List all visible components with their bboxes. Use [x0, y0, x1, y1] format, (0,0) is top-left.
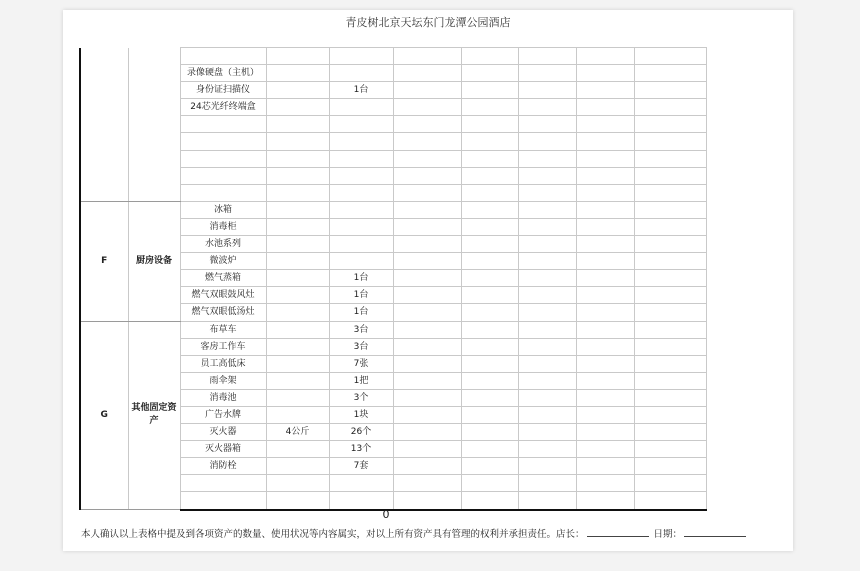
empty-cell [393, 253, 461, 270]
empty-cell [461, 65, 518, 82]
empty-cell [518, 116, 576, 133]
empty-cell [518, 99, 576, 116]
empty-cell [576, 270, 634, 287]
item-quantity [329, 236, 393, 253]
item-name [180, 492, 266, 510]
item-quantity: 7套 [329, 458, 393, 475]
empty-cell [393, 424, 461, 441]
empty-cell [461, 389, 518, 406]
asset-table [79, 47, 707, 511]
empty-cell [518, 150, 576, 167]
item-name: 广告水牌 [180, 406, 266, 423]
empty-cell [393, 201, 461, 218]
empty-cell [576, 338, 634, 355]
empty-cell [518, 253, 576, 270]
item-name [180, 48, 266, 65]
item-name: 燃气双眼低汤灶 [180, 304, 266, 321]
empty-cell [634, 48, 706, 65]
empty-cell [461, 167, 518, 184]
empty-cell [634, 338, 706, 355]
empty-cell [461, 116, 518, 133]
empty-cell [518, 441, 576, 458]
item-spec [266, 338, 329, 355]
empty-cell [576, 184, 634, 201]
empty-cell [393, 492, 461, 510]
item-spec [266, 458, 329, 475]
item-quantity [329, 201, 393, 218]
item-name: 燃气双眼鼓风灶 [180, 287, 266, 304]
item-spec [266, 150, 329, 167]
empty-cell [576, 65, 634, 82]
empty-cell [518, 65, 576, 82]
empty-cell [461, 236, 518, 253]
empty-cell [461, 372, 518, 389]
confirmation-statement: 本人确认以上表格中提及到各项资产的数量、使用状况等内容属实，对以上所有资产具有管理的权利并承担责任。店长： [81, 529, 585, 540]
empty-cell [461, 492, 518, 510]
empty-cell [634, 458, 706, 475]
empty-cell [576, 150, 634, 167]
empty-cell [576, 372, 634, 389]
document-page [63, 10, 793, 551]
date-label: 日期： [653, 529, 683, 540]
empty-cell [634, 424, 706, 441]
item-quantity: 1台 [329, 270, 393, 287]
empty-cell [634, 65, 706, 82]
empty-cell [461, 99, 518, 116]
item-name [180, 184, 266, 201]
item-spec [266, 287, 329, 304]
empty-cell [576, 82, 634, 99]
empty-cell [461, 355, 518, 372]
empty-cell [393, 458, 461, 475]
empty-cell [393, 236, 461, 253]
item-name: 雨伞架 [180, 372, 266, 389]
empty-cell [634, 441, 706, 458]
empty-cell [634, 270, 706, 287]
item-quantity: 7张 [329, 355, 393, 372]
item-name: 录像硬盘（主机） [180, 65, 266, 82]
category-code: G [80, 321, 128, 510]
item-quantity [329, 218, 393, 235]
empty-cell [393, 116, 461, 133]
empty-cell [634, 150, 706, 167]
empty-cell [393, 99, 461, 116]
empty-cell [518, 424, 576, 441]
item-spec [266, 321, 329, 338]
empty-cell [393, 372, 461, 389]
item-spec [266, 253, 329, 270]
empty-cell [576, 406, 634, 423]
item-name: 冰箱 [180, 201, 266, 218]
empty-cell [576, 304, 634, 321]
item-quantity [329, 492, 393, 510]
empty-cell [393, 389, 461, 406]
empty-cell [576, 253, 634, 270]
empty-cell [461, 458, 518, 475]
manager-signature-line[interactable] [587, 527, 649, 537]
empty-cell [634, 321, 706, 338]
empty-cell [576, 236, 634, 253]
empty-cell [393, 167, 461, 184]
empty-cell [518, 270, 576, 287]
empty-cell [393, 270, 461, 287]
item-name: 燃气蒸箱 [180, 270, 266, 287]
empty-cell [518, 236, 576, 253]
empty-cell [393, 304, 461, 321]
empty-cell [518, 406, 576, 423]
empty-cell [518, 458, 576, 475]
category-name [128, 48, 180, 202]
item-quantity: 26个 [329, 424, 393, 441]
empty-cell [393, 48, 461, 65]
item-name [180, 475, 266, 492]
empty-cell [518, 475, 576, 492]
empty-cell [461, 321, 518, 338]
empty-cell [461, 338, 518, 355]
empty-cell [461, 184, 518, 201]
empty-cell [461, 475, 518, 492]
empty-cell [576, 458, 634, 475]
empty-cell [393, 150, 461, 167]
empty-cell [393, 475, 461, 492]
empty-cell [518, 372, 576, 389]
item-quantity: 3个 [329, 389, 393, 406]
empty-cell [634, 492, 706, 510]
item-quantity [329, 167, 393, 184]
item-spec [266, 236, 329, 253]
empty-cell [518, 321, 576, 338]
empty-cell [576, 48, 634, 65]
empty-cell [576, 441, 634, 458]
empty-cell [634, 287, 706, 304]
empty-cell [461, 406, 518, 423]
empty-cell [518, 338, 576, 355]
empty-cell [518, 355, 576, 372]
item-quantity [329, 253, 393, 270]
empty-cell [634, 304, 706, 321]
empty-cell [576, 424, 634, 441]
empty-cell [461, 133, 518, 150]
item-spec: 4公斤 [266, 424, 329, 441]
item-spec [266, 201, 329, 218]
item-quantity: 3台 [329, 321, 393, 338]
item-name [180, 116, 266, 133]
item-name: 消毒柜 [180, 218, 266, 235]
item-spec [266, 475, 329, 492]
table-row [80, 321, 706, 338]
empty-cell [634, 236, 706, 253]
item-quantity: 3台 [329, 338, 393, 355]
empty-cell [461, 441, 518, 458]
item-name: 微波炉 [180, 253, 266, 270]
empty-cell [634, 82, 706, 99]
item-spec [266, 184, 329, 201]
empty-cell [634, 133, 706, 150]
item-quantity: 13个 [329, 441, 393, 458]
empty-cell [518, 287, 576, 304]
document-title: 青皮树北京天坛东门龙潭公园酒店 [345, 16, 511, 29]
table-row [80, 201, 706, 218]
empty-cell [461, 218, 518, 235]
item-name [180, 133, 266, 150]
empty-cell [576, 321, 634, 338]
item-name: 消毒池 [180, 389, 266, 406]
empty-cell [576, 167, 634, 184]
empty-cell [393, 355, 461, 372]
item-spec [266, 304, 329, 321]
item-quantity [329, 65, 393, 82]
total-value: 0 [382, 508, 390, 521]
empty-cell [461, 201, 518, 218]
empty-cell [461, 253, 518, 270]
item-quantity [329, 475, 393, 492]
empty-cell [634, 406, 706, 423]
empty-cell [634, 116, 706, 133]
empty-cell [518, 492, 576, 510]
empty-cell [461, 424, 518, 441]
empty-cell [576, 99, 634, 116]
empty-cell [634, 218, 706, 235]
empty-cell [393, 406, 461, 423]
item-spec [266, 441, 329, 458]
date-signature-line[interactable] [684, 527, 746, 537]
empty-cell [393, 65, 461, 82]
item-name: 水池系列 [180, 236, 266, 253]
empty-cell [576, 492, 634, 510]
empty-cell [461, 304, 518, 321]
empty-cell [518, 304, 576, 321]
empty-cell [634, 355, 706, 372]
category-code [80, 48, 128, 202]
item-quantity: 1台 [329, 304, 393, 321]
empty-cell [576, 355, 634, 372]
empty-cell [634, 253, 706, 270]
empty-cell [634, 475, 706, 492]
empty-cell [634, 201, 706, 218]
empty-cell [393, 218, 461, 235]
empty-cell [518, 167, 576, 184]
item-spec [266, 133, 329, 150]
item-spec [266, 270, 329, 287]
item-name: 身份证扫描仪 [180, 82, 266, 99]
item-spec [266, 48, 329, 65]
item-quantity [329, 48, 393, 65]
item-quantity [329, 184, 393, 201]
category-code: F [80, 201, 128, 321]
empty-cell [461, 150, 518, 167]
empty-cell [634, 167, 706, 184]
table-row [80, 48, 706, 65]
empty-cell [393, 338, 461, 355]
category-name: 厨房设备 [128, 201, 180, 321]
empty-cell [393, 321, 461, 338]
item-name: 消防栓 [180, 458, 266, 475]
empty-cell [634, 99, 706, 116]
empty-cell [518, 389, 576, 406]
empty-cell [634, 184, 706, 201]
item-quantity [329, 133, 393, 150]
item-name: 客房工作车 [180, 338, 266, 355]
empty-cell [461, 82, 518, 99]
category-name: 其他固定资产 [128, 321, 180, 510]
item-spec [266, 389, 329, 406]
item-name: 灭火器 [180, 424, 266, 441]
item-name: 灭火器箱 [180, 441, 266, 458]
item-spec [266, 99, 329, 116]
empty-cell [393, 441, 461, 458]
item-quantity [329, 116, 393, 133]
item-spec [266, 372, 329, 389]
empty-cell [576, 287, 634, 304]
item-spec [266, 218, 329, 235]
empty-cell [518, 133, 576, 150]
item-name [180, 167, 266, 184]
item-quantity [329, 99, 393, 116]
empty-cell [461, 287, 518, 304]
empty-cell [461, 270, 518, 287]
empty-cell [518, 218, 576, 235]
item-quantity: 1台 [329, 287, 393, 304]
item-spec [266, 167, 329, 184]
item-quantity [329, 150, 393, 167]
empty-cell [576, 389, 634, 406]
item-spec [266, 116, 329, 133]
empty-cell [393, 133, 461, 150]
item-spec [266, 65, 329, 82]
empty-cell [518, 201, 576, 218]
empty-cell [518, 48, 576, 65]
empty-cell [393, 184, 461, 201]
empty-cell [518, 184, 576, 201]
empty-cell [393, 287, 461, 304]
empty-cell [576, 475, 634, 492]
item-spec [266, 82, 329, 99]
empty-cell [576, 116, 634, 133]
empty-cell [393, 82, 461, 99]
item-name: 布草车 [180, 321, 266, 338]
empty-cell [576, 133, 634, 150]
item-quantity: 1把 [329, 372, 393, 389]
empty-cell [576, 218, 634, 235]
item-quantity: 1块 [329, 406, 393, 423]
item-spec [266, 355, 329, 372]
empty-cell [518, 82, 576, 99]
item-name: 员工高低床 [180, 355, 266, 372]
item-spec [266, 406, 329, 423]
empty-cell [634, 372, 706, 389]
empty-cell [576, 201, 634, 218]
empty-cell [461, 48, 518, 65]
item-spec [266, 492, 329, 510]
item-name: 24芯光纤终端盒 [180, 99, 266, 116]
confirmation-footer [81, 526, 793, 540]
item-quantity: 1台 [329, 82, 393, 99]
item-name [180, 150, 266, 167]
empty-cell [634, 389, 706, 406]
